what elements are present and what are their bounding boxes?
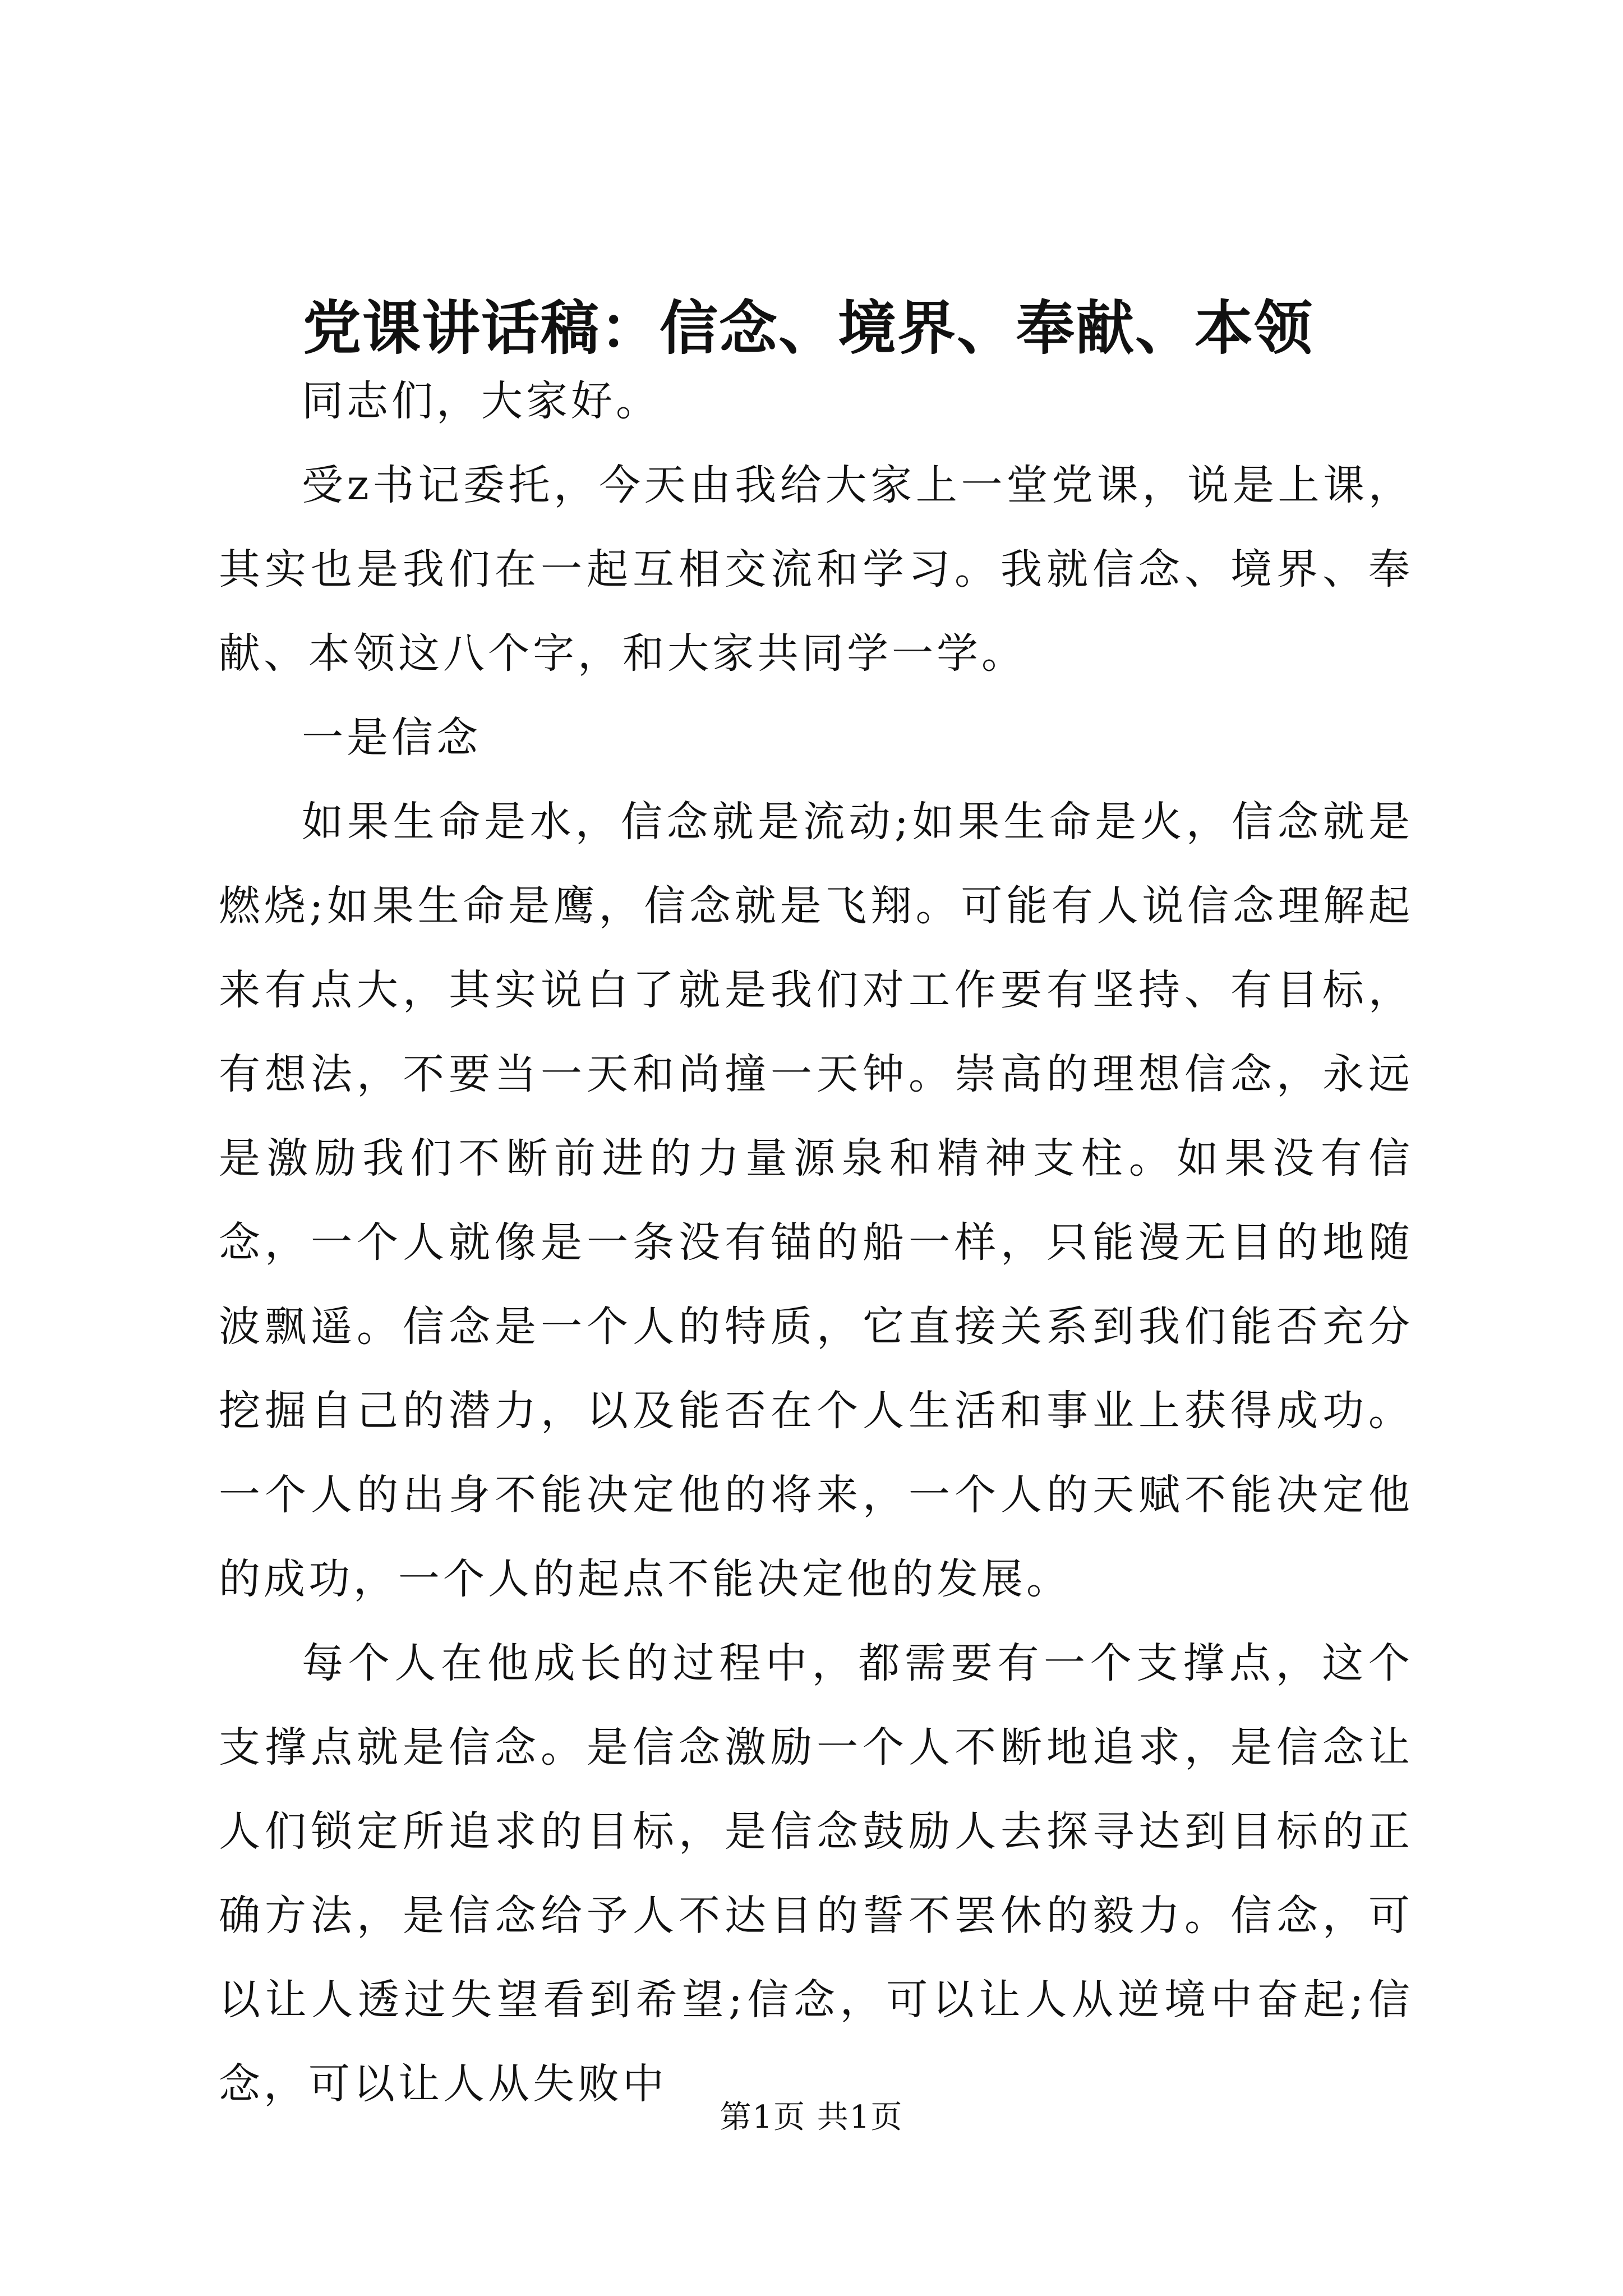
paragraph-intro: 受z书记委托，今天由我给大家上一堂党课，说是上课，其实也是我们在一起互相交流和学习。我就信念、境界、奉献、本领这八个字，和大家共同学一学。 — [219, 461, 1413, 678]
paragraph-greeting: 同志们，大家好。 — [302, 377, 661, 425]
section-heading-belief: 一是信念 — [302, 714, 481, 762]
document-body — [219, 359, 1413, 2126]
paragraph-belief-2: 每个人在他成长的过程中，都需要有一个支撑点，这个支撑点就是信念。是信念激励一个人不断地追求，是信念让人们锁定所追求的目标，是信念鼓励人去探寻达到目标的正确方法，是信念给予人不达目的誓不罢休的毅力。信念，可以让人透过失望看到希望;信念，可以让人从逆境中奋起;信念，可以让人从失败中 — [219, 1639, 1413, 2108]
page-footer: 第1页 共1页 — [720, 2099, 903, 2136]
paragraph-belief-1: 如果生命是水，信念就是流动;如果生命是火，信念就是燃烧;如果生命是鹰，信念就是飞翔。可能有人说信念理解起来有点大，其实说白了就是我们对工作要有坚持、有目标，有想法，不要当一天和尚撞一天钟。崇高的理想信念，永远是激励我们不断前进的力量源泉和精神支柱。如果没有信念，一个人就像是一条没有锚的船一样，只能漫无目的地随波飘遥。信念是一个人的特质，它直接关系到我们能否充分挖掘自己的潜力，以及能否在个人生活和事业上获得成功。一个人的出身不能决定他的将来，一个人的天赋不能决定他的成功，一个人的起点不能决定他的发展。 — [219, 798, 1413, 1603]
document-title: 党课讲话稿：信念、境界、奉献、本领 — [303, 293, 1314, 362]
